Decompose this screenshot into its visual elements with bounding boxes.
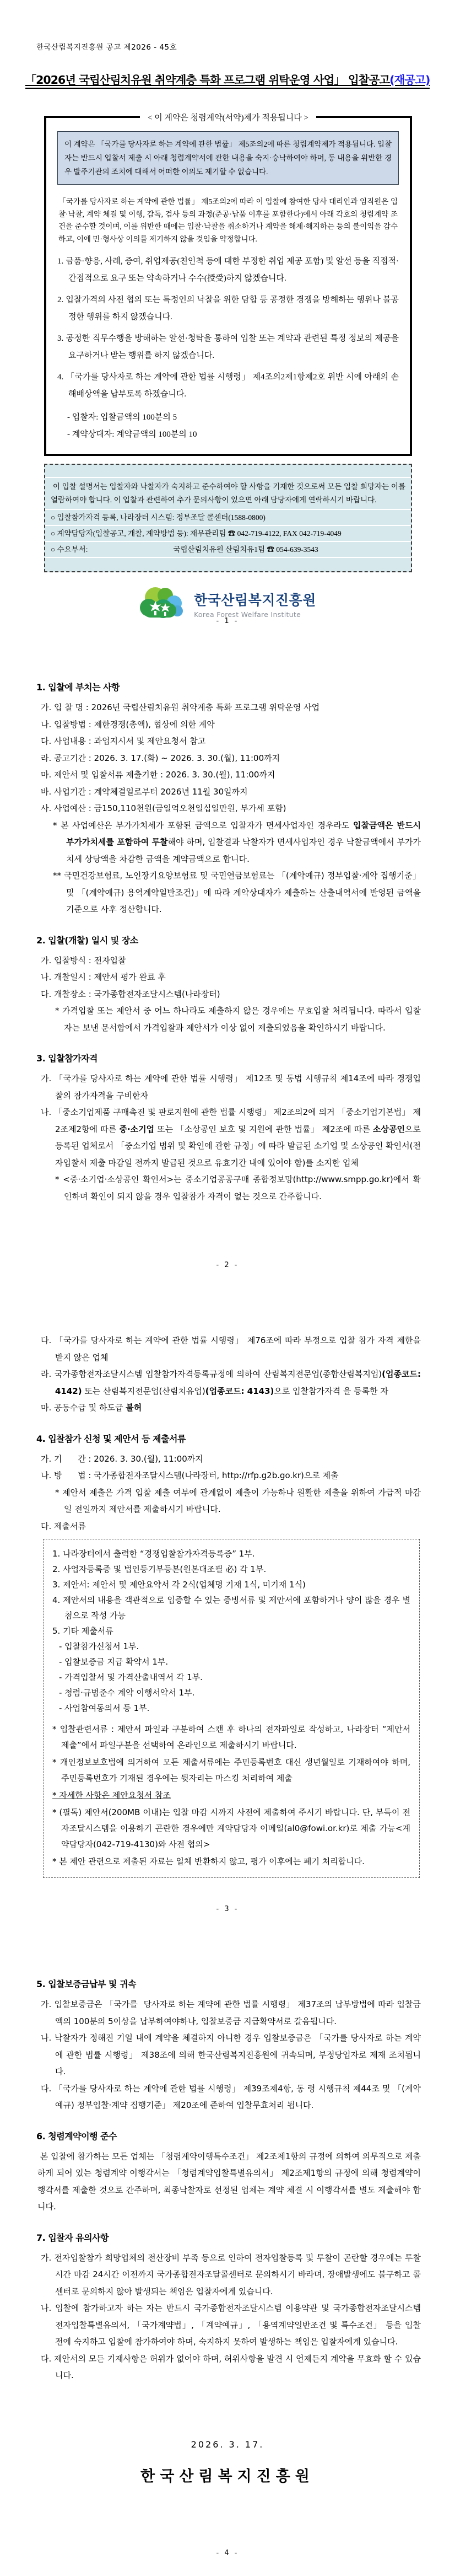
section-7-items: [36, 2250, 426, 2384]
doc-line: 나. 입찰에 참가하고자 하는 자는 반드시 국가종합전자조달시스템 이용약관 및 국가종합전자조달시스템 전자입찰특별유의서, 「국가계약법」, 「계약예규」, 「용역계약일반조건 및 특수조건」 등을 입찰 전에 숙지하고 입찰에 참가하여야 하며, 숙지하지 못하여 발생하는 책임은 입찰자에게 있습니다.: [41, 2303, 426, 2347]
doc-line: - 사업참여동의서 등 1부.: [59, 1703, 150, 1713]
section-7-heading: 7. 입찰자 유의사항: [36, 2232, 109, 2243]
doc-line: * 본 제안 관련으로 제출된 자료는 일체 반환하지 않고, 평가 이후에는 폐기 처리합니다.: [52, 1856, 365, 1866]
doc-line: 라. 공고기간 : 2026. 3. 17.(화) ~ 2026. 3. 30.(월), 11:00까지: [41, 753, 280, 763]
section-3-items: [36, 1070, 424, 1171]
doc-line: 가. 입 찰 명 : 2026년 국립산림치유원 취약계층 특화 프로그램 위탁운영 사업: [41, 702, 320, 712]
section-4-items: [36, 1451, 421, 1484]
section-3-items-continued: [36, 1332, 424, 1416]
section-2-items: [36, 952, 421, 1003]
section-4-heading: 4. 입찰참가 신청 및 제안서 등 제출서류: [36, 1433, 186, 1444]
section-6-body: 본 입찰에 참가하는 모든 업체는 「청렴계약이행특수조건」 제2조제1항의 규정에 의하여 의무적으로 제출하게 되어 있는 청렴계약 이행각서는 「청렴계약입찰특별유의서」 제2조제1항의 규정에 의해 청렴계약이행각서를 제출한 것으로 간주하며, 최종낙찰자로 선정된 업체는 계약 체결 시 이행각서를 별도 제출해야 합니다.: [37, 2151, 421, 2212]
integrity-notice: 이 계약은 「국가를 당사자로 하는 계약에 관한 법률」 제5조의2에 따른 청렴계약제가 적용됩니다. 입찰자는 반드시 입찰서 제출 시 아래 청렴계약서에 관한 내용을 숙지·승낙하여야 하며, 동 내용을 위반한 경우 발주기관의 조치에 대해서 어떠한 이의도 제기할 수 없습니다.: [57, 131, 399, 185]
doc-line: - 입찰자: 입찰금액의 100분의 5: [67, 413, 177, 422]
submission-doc-notes: [52, 1721, 413, 1870]
section-4-notes: [36, 1484, 421, 1518]
doc-line: 마. 제안서 및 입찰서류 제출기한 : 2026. 3. 30.(월), 11:00까지: [41, 770, 275, 780]
section-6-heading: 6. 청렴계약이행 준수: [36, 2130, 117, 2142]
doc-line: * 본 사업예산은 부가가치세가 포함된 금액으로 입찰자가 면세사업자인 경우라도 입찰금액은 반드시 부가가치세를 포함하여 투찰해야 하며, 입찰결과 낙찰자가 면세사업자인 경우 낙찰금액에서 부가가치세 상당액을 차감한 금액을 계약금액으로 합니다.: [53, 820, 424, 864]
section-3-heading: 3. 입찰참가자격: [36, 1053, 98, 1064]
doc-line: 나. 입찰방법 : 제한경쟁(총액), 협상에 의한 계약: [41, 719, 215, 729]
damages-list: [67, 409, 399, 443]
integrity-pledge-text: 「국가를 당사자로 하는 계약에 관한 법률」 제5조의2에 따라 이 입찰에 참여한 당사 대리인과 임직원은 입찰·낙찰, 계약 체결 및 이행, 감독, 검사 등의 과정(준공·납품 이후를 포함한다)에서 아래 각호의 청렴계약 조건을 준수할 것이며, 이를 위반한 때에는 입찰·낙찰을 취소하거나 계약을 해제·해지하는 등의 불이익을 감수하고, 이에 민·형사상 이의를 제기하지 않을 것임을 약정합니다.: [58, 197, 398, 243]
page-number-1: - 1 -: [216, 617, 239, 625]
title-main: 「2026년 국립산림치유원 취약계층 특화 프로그램 위탁운영 사업」 입찰공고: [25, 73, 390, 87]
contact-box-spacer: [45, 465, 411, 477]
doc-line: 3. 제안서: 제안서 및 제안요약서 각 2식(업체명 기재 1식, 미기재 1식): [52, 1580, 306, 1590]
org-name-korean: 한국산림복지진흥원: [194, 592, 316, 608]
document-page-3: [0, 1288, 455, 1932]
section-2-notes: [36, 1002, 421, 1036]
doc-line: 나. 개찰일시 : 제안서 평가 완료 후: [41, 972, 166, 982]
doc-line: 2. 사업자등록증 및 법인등기부등본(원본대조필 必) 각 1부.: [52, 1564, 267, 1574]
section-1-notes: [36, 817, 424, 918]
section-1-items: [36, 699, 421, 817]
section-2-heading: 2. 입찰(개찰) 일시 및 장소: [36, 935, 138, 946]
doc-line: 다. 제출서류: [41, 1521, 86, 1531]
doc-line: - 청렴·규범준수 계약 이행서약서 1부.: [59, 1688, 195, 1698]
contact-row-registration: ○ 입찰참가자격 등록, 나라장터 시스템: 정부조달 콜센터(1588-0800): [45, 509, 411, 525]
doc-line: 3. 공정한 직무수행을 방해하는 알선·청탁을 통하여 입찰 또는 계약과 관련된 특정 정보의 제공을 요구하거나 받는 행위를 하지 않겠습니다.: [57, 334, 401, 360]
notice-number: 한국산림복지진흥원 공고 제2026 - 45호: [36, 43, 177, 52]
doc-line: * 개인정보보호법에 의거하여 모든 제출서류에는 주민등록번호 대신 생년월일로 기재하여야 하며, 주민등록번호가 기재된 경우에는 뒷자리는 마스킹 처리하여 제출: [52, 1757, 413, 1783]
doc-line: 다. 「국가를 당사자로 하는 계약에 관한 법률 시행령」 제76조에 따라 부정으로 입찰 참가 자격 제한을 받지 않은 업체: [41, 1335, 424, 1362]
doc-line: 라. 국가종합전자조달시스템 입찰참가자격등록규정에 의하여 산림복지전문업(종합산림복지업)(업종코드: 4142) 또는 산림복지전문업(산림치유업)(업종코드: 4143)으로 입찰참가자격 을 등록한 자: [41, 1369, 424, 1396]
section-5-heading: 5. 입찰보증금납부 및 귀속: [36, 1979, 136, 1989]
doc-line: 1. 금품·향응, 사례, 증여, 취업제공(친인척 등에 대한 부정한 취업 제공 포함) 및 알선 등을 직접적·간접적으로 요구 또는 약속하거나 수수(授受)하지 않겠습니다.: [57, 257, 399, 283]
closing-block: [0, 2439, 455, 2486]
contact-intro: 이 입찰 설명서는 입찰자와 낙찰자가 숙지하고 준수하여야 할 사항을 기재한 것으로써 모든 입찰 희망자는 이를 열람하여야 합니다. 이 입찰과 관련하여 추가 문의사항이 있으면 아래 담당자에게 연락하시기 바랍니다.: [45, 477, 411, 509]
org-name-english: Korea Forest Welfare Institute: [194, 610, 301, 619]
doc-line: - 입찰보증금 지급 확약서 1부.: [59, 1657, 169, 1667]
submission-documents-box: [43, 1539, 420, 1878]
doc-line: 4. 제안서의 내용을 객관적으로 입증할 수 있는 증빙서류 및 제안서에 포함하거나 양이 많을 경우 별첨으로 작성 가능: [52, 1595, 410, 1620]
doc-line: 가. 전자입찰참가 희망업체의 전산장비 부족 등으로 인하여 전자입찰등록 및 투찰이 곤란할 경우에는 투찰시간 마감 24시간 이전까지 국가종합전자조달콜센터로 문의하시기 바라며, 장애발생에도 불구하고 콜센터로 문의하지 않아 발생되는 책임은 입찰자에게 있습니다.: [41, 2252, 421, 2296]
doc-line: 가. 입찰보증금은 「국가를 당사자로 하는 계약에 관한 법률 시행령」 제37조의 납부방법에 따라 입찰금액의 100분의 5이상을 납부하여야하나, 입찰보증금 지급확약서로 갈음됩니다.: [41, 1999, 421, 2026]
doc-line: * <중·소기업·소상공인 확인서>는 중소기업공공구매 종합정보망(http://www.smpp.go.kr)에서 확인하며 확인이 되지 않을 경우 입찰참가 자격이 없는 것으로 간주합니다.: [55, 1174, 421, 1201]
page-number-3: - 3 -: [216, 1905, 239, 1913]
integrity-pledge-box: [44, 116, 412, 456]
doc-line: 가. 입찰방식 : 전자입찰: [41, 955, 126, 965]
dept-label: ○ 수요부서:: [51, 545, 88, 554]
section-4-item-documents: [36, 1518, 421, 1535]
document-page-1: [0, 0, 455, 644]
submission-doc-list: [52, 1546, 410, 1639]
contact-info-box: [44, 464, 412, 572]
doc-line: 다. 개찰장소 : 국가종합전자조달시스템(나라장터): [41, 989, 220, 999]
doc-line: - 입찰참가신청서 1부.: [59, 1641, 139, 1651]
document-page-4: [0, 1932, 455, 2576]
doc-line: 가. 「국가를 당사자로 하는 계약에 관한 법률 시행령」 제12조 및 동법 시행규칙 제14조에 따라 경쟁입찰의 참가자격을 구비한자: [41, 1074, 421, 1101]
doc-line: - 계약상대자: 계약금액의 100분의 10: [67, 430, 197, 439]
contact-row-department: [45, 541, 411, 557]
doc-line: 바. 사업기간 : 계약체결일로부터 2026년 11월 30일까지: [41, 786, 248, 797]
announcement-date: 2026. 3. 17.: [191, 2439, 264, 2450]
doc-line: * 입찰관련서류 : 제안서 파일과 구분하여 스캔 후 하나의 전자파일로 작성하고, 나라장터 “제안서 제출”에서 파일구분을 선택하여 온라인으로 제출하시기 바랍니다.: [52, 1724, 413, 1750]
title-reannounce-tag: (재공고): [389, 73, 430, 87]
doc-line: ** 국민건강보험료, 노인장기요양보험료 및 국민연금보험료는 「(계약예규) 정부입찰·계약 집행기준」 및 「(계약예규) 용역계약일반조건)」에 따라 계약상대자가 제출하는 산출내역서에 반영된 금액을 기준으로 사후 정산합니다.: [53, 871, 424, 914]
integrity-box-label: < 이 계약은 청렴계약(서약)제가 적용됩니다 >: [140, 111, 316, 123]
doc-line: 나. 「중소기업제품 구매촉진 및 판로지원에 관한 법률 시행령」 제2조의2에 의거 「중소기업기본법」 제2조제2항에 따른 중·소기업 또는 「소상공인 보호 및 지원에 관한 법률」 제2조에 따른 소상공인으로 등록된 업체로서 「중소기업 범위 및 확인에 관한 규정」에 따라 발급된 소기업 및 소상공인 확인서(전자입찰서 제출 마감일 전까지 발급된 것으로 유효기간 내에 있어야 함)를 소지한 업체: [41, 1107, 424, 1168]
contact-row-contract-manager: ○ 계약담당자(입찰공고, 개찰, 계약방법 등): 재무관리팀 ☎ 042-719-4122, FAX 042-719-4049: [45, 525, 411, 541]
page-number-4: - 4 -: [216, 2549, 239, 2557]
doc-line: * 자세한 사항은 제안요청서 참조: [52, 1790, 171, 1800]
doc-line: 마. 공동수급 및 하도급 불허: [41, 1403, 142, 1413]
doc-line: 다. 사업내용 : 과업지시서 및 제안요청서 참고: [41, 736, 206, 746]
section-3-notes: [36, 1171, 421, 1205]
doc-line: * 가격입찰 또는 제안서 중 어느 하나라도 제출하지 않은 경우에는 무효입찰 처리됩니다. 따라서 입찰자는 보낸 문서함에서 가격입찰과 제안서가 이상 없이 제출되었음을 확인하시기 바랍니다.: [55, 1006, 421, 1033]
section-5-items: [36, 1996, 421, 2114]
document-page-2: [0, 644, 455, 1288]
doc-line: 5. 기타 제출서류: [52, 1626, 113, 1636]
page-number-2: - 2 -: [216, 1261, 239, 1269]
section-1-heading: 1. 입찰에 부치는 사항: [36, 682, 120, 693]
submission-doc-sublist: [52, 1639, 410, 1716]
doc-line: - 가격입찰서 및 가격산출내역서 각 1부.: [59, 1672, 203, 1682]
doc-line: 나. 낙찰자가 정해진 기일 내에 계약을 체결하지 아니한 경우 입찰보증금은 「국가를 당사자로 하는 계약에 관한 법률 시행령」 제38조에 의해 한국산림복지진흥원에 귀속되며, 부정당업자로 제재 조치됩니다.: [41, 2033, 421, 2076]
doc-line: 나. 방 법 : 국가종합전자조달시스템(나라장터, http://rfp.g2b.go.kr)으로 제출: [41, 1471, 339, 1480]
doc-line: 1. 나라장터에서 출력한 “경쟁입찰참가자격등록증” 1부.: [52, 1549, 255, 1559]
doc-line: 4. 「국가를 당사자로 하는 계약에 관한 법률 시행령」 제4조의2제1항제2호 위반 시에 아래의 손해배상액을 납부토록 하겠습니다.: [57, 373, 399, 399]
doc-line: 가. 기 간 : 2026. 3. 30.(월), 11:00까지: [41, 1453, 203, 1464]
integrity-item-list: [57, 253, 399, 402]
page-title: [0, 67, 455, 88]
issuing-organization: 한국산림복지진흥원: [140, 2468, 315, 2485]
dept-value: 국립산림치유원 산림치유1팀 ☎ 054-639-3543: [173, 545, 318, 554]
doc-line: * 제안서 제출은 가격 입찰 제출 여부에 관계없이 제출이 가능하나 원활한 제출을 위하여 가급적 마감일 전일까지 제안서를 제출하시기 바랍니다.: [55, 1487, 421, 1514]
org-logo-text: [194, 589, 316, 619]
contact-box-spacer: [45, 557, 411, 571]
doc-line: 다. 제안서의 모든 기재사항은 허위가 없어야 하며, 허위사항을 발견 시 언제든지 계약을 무효화 할 수 있습니다.: [41, 2353, 421, 2380]
doc-line: 사. 사업예산 : 금150,110천원(금일억오천일십일만원, 부가세 포함): [41, 803, 286, 813]
doc-line: 2. 입찰가격의 사전 협의 또는 특정인의 낙찰을 위한 담합 등 공정한 경쟁을 방해하는 행위나 불공정한 행위를 하지 않겠습니다.: [57, 296, 399, 321]
doc-line: 다. 「국가를 당사자로 하는 계약에 관한 법률 시행령」 제39조제4항, 동 령 시행규칙 제44조 및 「(계약예규) 정부입찰·계약 집행기준」 제20조에 준하여 입찰무효처리 됩니다.: [41, 2083, 421, 2110]
doc-line: * (필독) 제안서(200MB 이내)는 입찰 마감 시까지 사전에 제출하여 주시기 바랍니다. 단, 부득이 전자조달시스템을 이용하기 곤란한 경우에만 계약담당자 이메일(al0@fowi.or.kr)로 제출 가능<계약담당자(042-719-4130)와 사전 협의>: [52, 1807, 410, 1849]
